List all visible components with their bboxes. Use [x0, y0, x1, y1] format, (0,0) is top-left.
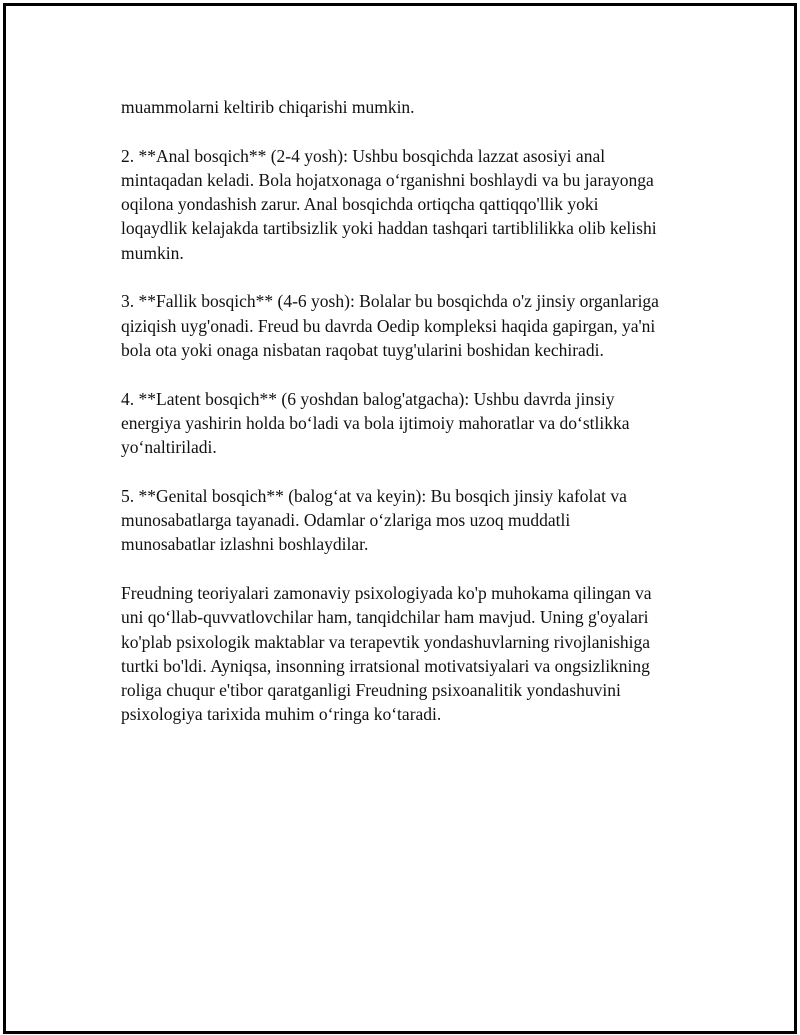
paragraph-genital-stage: 5. **Genital bosqich** (balog‘at va keyin): Bu bosqich jinsiy kafolat va munosabatlarga tayanadi. Odamlar o‘zlariga mos uzoq muddatli munosabatlar izlashni boshlaydilar.: [121, 485, 627, 555]
page-frame: [3, 3, 797, 1034]
paragraph-phallic-stage: 3. **Fallik bosqich** (4-6 yosh): Bolalar bu bosqichda o'z jinsiy organlariga qiziqish uyg'onadi. Freud bu davrda Oedip kompleksi haqida gapirgan, ya'ni bola ota yoki onaga nisbatan raqobat tuyg'ularini boshidan kechiradi.: [121, 291, 659, 360]
page-content: [121, 95, 696, 751]
paragraph-latent-stage: 4. **Latent bosqich** (6 yoshdan balog'atgacha): Ushbu davrda jinsiy energiya yashirin holda bo‘ladi va bola ijtimoiy mahoratlar va do‘stlikka yo‘naltiriladi.: [121, 388, 630, 458]
paragraph-continuation: muammolarni keltirib chiqarishi mumkin.: [121, 97, 415, 117]
paragraph-conclusion: Freudning teoriyalari zamonaviy psixologiyada ko'p muhokama qilingan va uni qo‘llab-quvvatlovchilar ham, tanqidchilar ham mavjud. Uning g'oyalari ko'plab psixologik maktablar va terapevtik yondashuvlarning rivojlanishiga turtki bo'ldi. Ayniqsa, insonning irratsional motivatsiyalari va ongsizlikning roliga chuqur e'tibor qaratganligi Freudning psixoanalitik yondashuvini psixologiya tarixida muhim o‘ringa ko‘taradi.: [121, 582, 652, 725]
paragraph-anal-stage: 2. **Anal bosqich** (2-4 yosh): Ushbu bosqichda lazzat asosiyi anal mintaqadan keladi. Bola hojatxonaga o‘rganishni boshlaydi va bu jarayonga oqilona yondashish zarur. Anal bosqichda ortiqcha qattiqqo'llik yoki loqaydlik kelajakda tartibsizlik yoki haddan tashqari tartiblilikka olib kelishi mumkin.: [121, 145, 657, 263]
